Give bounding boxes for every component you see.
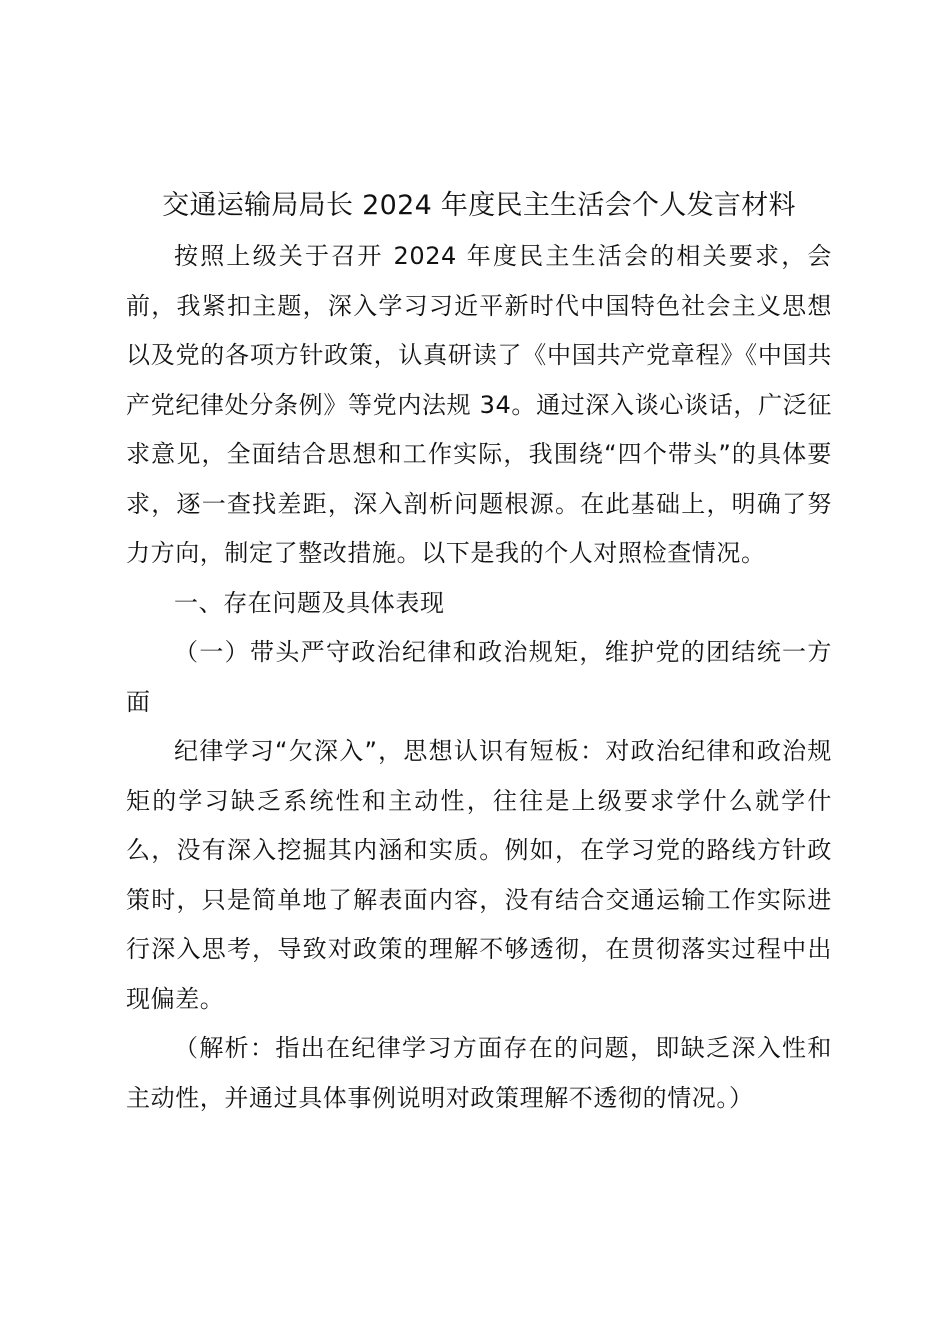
- section-heading: 一、存在问题及具体表现: [174, 588, 445, 617]
- document-body: [126, 180, 832, 1123]
- analysis-note: （解析：指出在纪律学习方面存在的问题，即缺乏深入性和主动性，并通过具体事例说明对政策理解不透彻的情况。）: [126, 1034, 832, 1112]
- subsection-heading: （一）带头严守政治纪律和政治规矩，维护党的团结统一方面: [126, 638, 832, 716]
- document-title: 交通运输局局长 2024 年度民主生活会个人发言材料: [162, 190, 796, 221]
- intro-paragraph: 按照上级关于召开 2024 年度民主生活会的相关要求，会前，我紧扣主题，深入学习习近平新时代中国特色社会主义思想以及党的各项方针政策，认真研读了《中国共产党章程》《中国共产党纪律处分条例》等党内法规 34。通过深入谈心谈话，广泛征求意见，全面结合思想和工作实际，我围绕“四个带头”的具体要求，逐一查找差距，深入剖析问题根源。在此基础上，明确了努力方向，制定了整改措施。以下是我的个人对照检查情况。: [126, 242, 832, 567]
- body-paragraph: 纪律学习“欠深入”，思想认识有短板：对政治纪律和政治规矩的学习缺乏系统性和主动性，往往是上级要求学什么就学什么，没有深入挖掘其内涵和实质。例如，在学习党的路线方针政策时，只是简单地了解表面内容，没有结合交通运输工作实际进行深入思考，导致对政策的理解不够透彻，在贯彻落实过程中出现偏差。: [126, 737, 832, 1013]
